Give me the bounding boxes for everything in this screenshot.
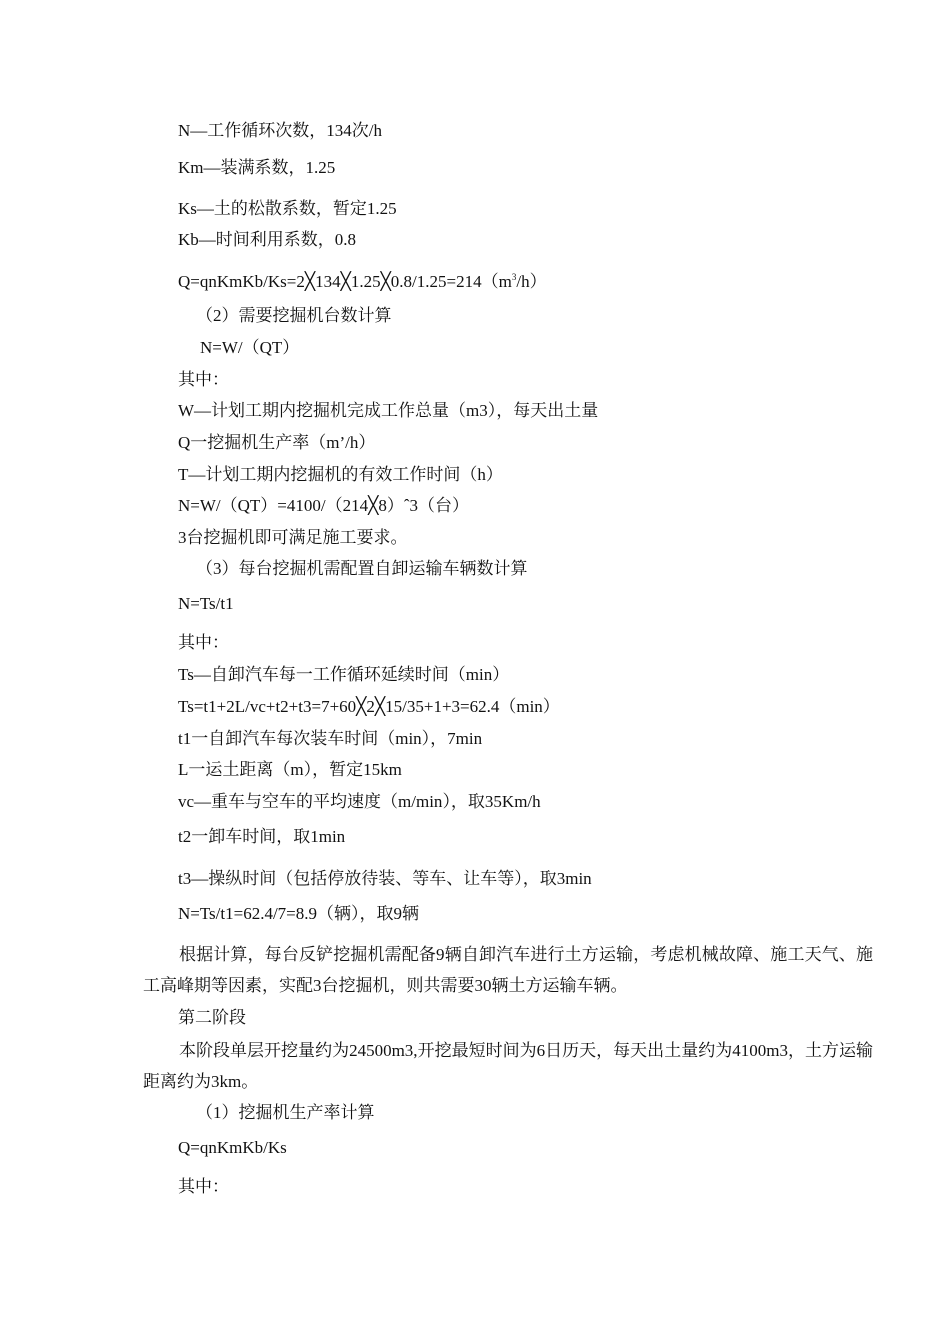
- text-line: 其中：: [178, 370, 229, 389]
- paragraph: 本阶段单层开挖量约为24500m3,开挖最短时间为6日历天，每天出土量约为4100m3，土方运输距离约为3km。: [143, 1041, 873, 1091]
- text-line: 其中：: [178, 633, 229, 652]
- text-line: W—计划工期内挖掘机完成工作总量（m3），每天出土量: [178, 401, 599, 420]
- text-line: N—工作循环次数，134次/h: [178, 121, 382, 140]
- superscript: 3: [511, 272, 517, 282]
- section-heading: （3）每台挖掘机需配置自卸运输车辆数计算: [196, 559, 528, 578]
- formula-line: [178, 266, 547, 293]
- text-line: T—计划工期内挖掘机的有效工作时间（h）: [178, 465, 503, 484]
- section-heading: 第二阶段: [178, 1008, 246, 1027]
- text-line: t3—操纵时间（包括停放待装、等车、让车等），取3min: [178, 869, 592, 888]
- text-line: Km—装满系数，1.25: [178, 158, 336, 177]
- text-line: Ks—土的松散系数，暂定1.25: [178, 199, 397, 218]
- formula-line: Ts=t1+2L/vc+t2+t3=7+60╳2╳15/35+1+3=62.4（min）: [178, 697, 560, 716]
- formula-text: Q=qnKmKb/Ks=2╳134╳1.25╳0.8/1.25=214（m: [178, 272, 512, 291]
- text-line: L一运土距离（m），暂定15km: [178, 760, 402, 779]
- formula-line: Q=qnKmKb/Ks: [178, 1138, 287, 1157]
- section-heading: （2）需要挖掘机台数计算: [196, 306, 392, 325]
- text-line: 其中：: [178, 1177, 229, 1196]
- text-line: t2一卸车时间，取1min: [178, 827, 346, 846]
- formula-line: N=Ts/t1: [178, 594, 234, 613]
- formula-line: N=W/（QT）=4100/（214╳8）ˆ3（台）: [178, 496, 470, 515]
- formula-line: N=W/（QT）: [200, 338, 300, 357]
- text-line: Kb—时间利用系数，0.8: [178, 230, 357, 249]
- text-line: t1一自卸汽车每次装车时间（min），7min: [178, 729, 483, 748]
- text-line: Ts—自卸汽车每一工作循环延续时间（min）: [178, 665, 510, 684]
- formula-unit: /h）: [516, 272, 547, 291]
- formula-line: N=Ts/t1=62.4/7=8.9（辆），取9辆: [178, 904, 420, 923]
- paragraph: 根据计算，每台反铲挖掘机需配备9辆自卸汽车进行土方运输，考虑机械故障、施工天气、施工高峰期等因素，实配3台挖掘机，则共需要30辆土方运输车辆。: [143, 945, 873, 995]
- text-line: Q一挖掘机生产率（m’/h）: [178, 433, 376, 452]
- section-heading: （1）挖掘机生产率计算: [196, 1103, 375, 1122]
- text-line: 3台挖掘机即可满足施工要求。: [178, 528, 408, 547]
- text-line: vc—重车与空车的平均速度（m/min），取35Km/h: [178, 792, 541, 811]
